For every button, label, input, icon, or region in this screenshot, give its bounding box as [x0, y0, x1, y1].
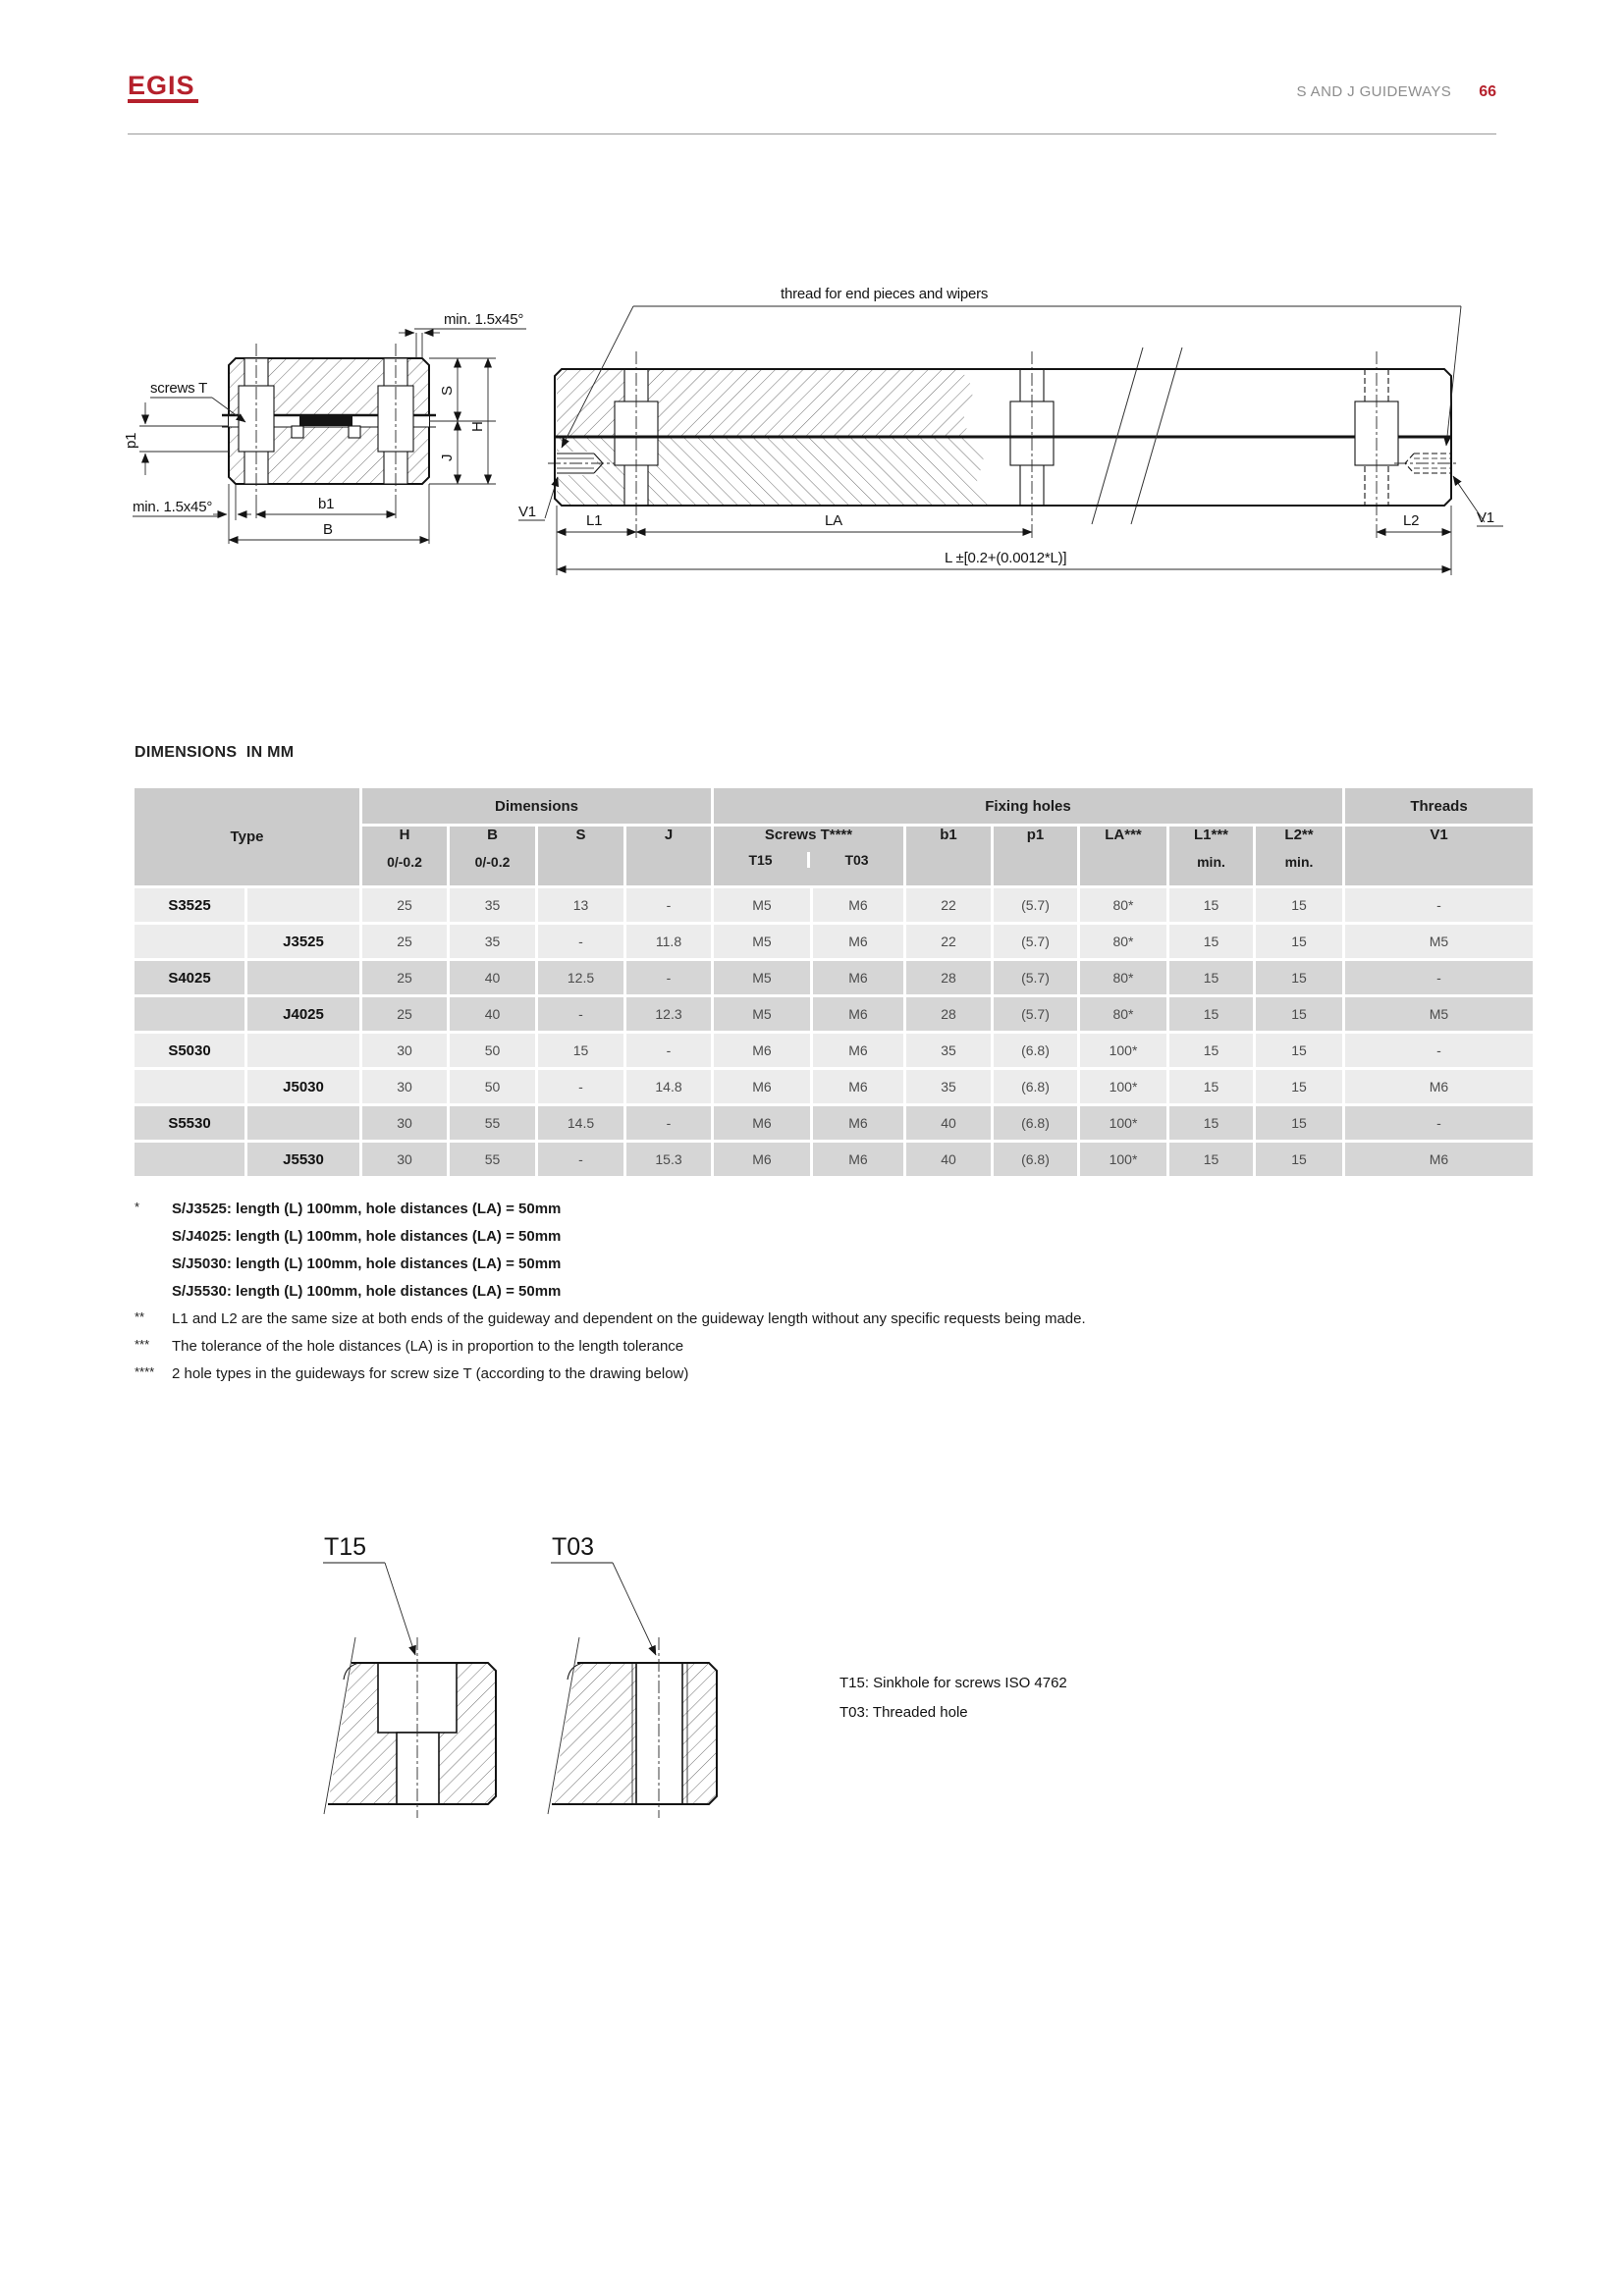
- cell: M5: [1345, 997, 1533, 1031]
- cell: 40: [450, 961, 535, 994]
- cell: 15: [1169, 1106, 1253, 1140]
- cell: 25: [362, 925, 447, 958]
- cell: 25: [362, 997, 447, 1031]
- cross-section-view: [123, 311, 526, 544]
- table-row: [135, 1106, 1533, 1140]
- cell: 22: [906, 888, 991, 922]
- page-title: S AND J GUIDEWAYS: [1296, 83, 1452, 100]
- cell-type-s: S4025: [135, 961, 244, 994]
- cell: 15: [1256, 925, 1342, 958]
- cell: 15: [1256, 1106, 1342, 1140]
- footnote-triple-star: [135, 1333, 1509, 1361]
- cell: 11.8: [626, 925, 711, 958]
- cell: 80*: [1080, 997, 1166, 1031]
- table-row: [135, 925, 1533, 958]
- footnote-marker: **: [135, 1309, 145, 1324]
- cell: 30: [362, 1034, 447, 1067]
- cell: 40: [906, 1143, 991, 1176]
- cell: 55: [450, 1143, 535, 1176]
- cell-type-j: [247, 1034, 359, 1067]
- cell: M6: [714, 1106, 810, 1140]
- cell: (5.7): [994, 888, 1077, 922]
- footnote-line: S/J5030: length (L) 100mm, hole distances (LA) = 50mm: [172, 1255, 562, 1272]
- header-divider: [128, 133, 1496, 134]
- cell: -: [1345, 888, 1533, 922]
- header-group-threads: Threads: [1345, 788, 1533, 824]
- t15-drawing: [323, 1533, 496, 1818]
- cell-type-s: [135, 925, 244, 958]
- footnote-line: S/J4025: length (L) 100mm, hole distances (LA) = 50mm: [172, 1228, 562, 1245]
- seal-clip-left: [292, 426, 303, 438]
- cell-type-j: J5030: [247, 1070, 359, 1103]
- cell: (5.7): [994, 961, 1077, 994]
- cell: M5: [714, 961, 810, 994]
- cell: M6: [813, 925, 903, 958]
- cell-type-s: [135, 997, 244, 1031]
- t15-caption: T15: Sinkhole for screws ISO 4762: [839, 1675, 1067, 1691]
- cell: 15: [1256, 997, 1342, 1031]
- cell: 15: [1169, 961, 1253, 994]
- side-view: [518, 286, 1503, 575]
- cell: 15: [1256, 961, 1342, 994]
- cell: M5: [714, 888, 810, 922]
- footnote-line: 2 hole types in the guideways for screw size T (according to the drawing below): [172, 1365, 689, 1382]
- cell: 80*: [1080, 961, 1166, 994]
- table-row: [135, 1034, 1533, 1067]
- LA-dim-label: LA: [825, 512, 842, 529]
- v1-left-label: V1: [518, 504, 536, 520]
- cell-type-s: S3525: [135, 888, 244, 922]
- footnote-marker: *: [135, 1200, 140, 1214]
- header-group-dimensions: Dimensions: [362, 788, 711, 824]
- cell: 100*: [1080, 1106, 1166, 1140]
- cell: 15.3: [626, 1143, 711, 1176]
- cell: M6: [714, 1034, 810, 1067]
- cell: 100*: [1080, 1143, 1166, 1176]
- cell: M6: [813, 1143, 903, 1176]
- J-dim-label: J: [439, 454, 456, 461]
- cell-type-s: S5530: [135, 1106, 244, 1140]
- cell: 55: [450, 1106, 535, 1140]
- footnote-line: The tolerance of the hole distances (LA) is in proportion to the length tolerance: [172, 1338, 684, 1355]
- table-title: DIMENSIONS IN MM: [135, 744, 295, 761]
- p1-label: p1: [123, 432, 139, 449]
- footnotes: [135, 1196, 1509, 1388]
- table-row: [135, 1143, 1533, 1176]
- cell: 35: [906, 1070, 991, 1103]
- cell: M6: [813, 1034, 903, 1067]
- cell: -: [626, 1034, 711, 1067]
- header-col-b: B 0/-0.2: [450, 827, 535, 885]
- cell: M5: [714, 997, 810, 1031]
- footnote-line: S/J3525: length (L) 100mm, hole distances (LA) = 50mm: [172, 1201, 562, 1217]
- cell: 15: [1256, 1143, 1342, 1176]
- cell: 35: [450, 888, 535, 922]
- cell: M6: [1345, 1070, 1533, 1103]
- cell: (6.8): [994, 1034, 1077, 1067]
- header-type: Type: [135, 788, 359, 885]
- page-header: [1297, 83, 1496, 101]
- header-col-s: S: [538, 827, 623, 885]
- S-dim-label: S: [439, 386, 456, 396]
- cell: 12.3: [626, 997, 711, 1031]
- thread-note-label: thread for end pieces and wipers: [781, 286, 989, 302]
- table-row: [135, 1070, 1533, 1103]
- cell: M6: [813, 961, 903, 994]
- footnote-star: [135, 1196, 1509, 1306]
- cell-type-j: [247, 961, 359, 994]
- cell: 15: [1169, 1070, 1253, 1103]
- cell: (5.7): [994, 925, 1077, 958]
- cell: M6: [813, 997, 903, 1031]
- cell: -: [538, 1070, 623, 1103]
- cell-type-j: [247, 1106, 359, 1140]
- cell: 25: [362, 961, 447, 994]
- cell: 30: [362, 1143, 447, 1176]
- H-dim-label: H: [469, 421, 486, 432]
- egis-logo: EGIS: [128, 73, 198, 103]
- cell: -: [538, 1143, 623, 1176]
- guideway-technical-drawing: [98, 283, 1512, 582]
- cell: 30: [362, 1070, 447, 1103]
- cell-type-j: J5530: [247, 1143, 359, 1176]
- screws-label: screws T: [150, 380, 208, 397]
- cell: 15: [1169, 997, 1253, 1031]
- cell: -: [1345, 961, 1533, 994]
- cell: (6.8): [994, 1143, 1077, 1176]
- header-col-h: H 0/-0.2: [362, 827, 447, 885]
- page-number: 66: [1479, 83, 1496, 100]
- cell: M6: [813, 888, 903, 922]
- b1-dim-label: b1: [318, 496, 335, 512]
- footnote-line: L1 and L2 are the same size at both ends of the guideway and dependent on the guideway length without any specific requests being made.: [172, 1310, 1086, 1327]
- cell: 15: [1256, 1034, 1342, 1067]
- table-row: [135, 888, 1533, 922]
- header-col-l2: L2** min.: [1256, 827, 1342, 885]
- cell: -: [626, 961, 711, 994]
- cell: 40: [906, 1106, 991, 1140]
- cell: 40: [450, 997, 535, 1031]
- t03-caption: T03: Threaded hole: [839, 1704, 968, 1721]
- cell: 28: [906, 961, 991, 994]
- cell: M6: [714, 1143, 810, 1176]
- header-group-fixing-holes: Fixing holes: [714, 788, 1342, 824]
- t03-label: T03: [552, 1533, 595, 1561]
- cell: 50: [450, 1034, 535, 1067]
- cell: 30: [362, 1106, 447, 1140]
- header-col-v1: V1: [1345, 827, 1533, 885]
- cell: 15: [1256, 888, 1342, 922]
- cell: 25: [362, 888, 447, 922]
- v1-right-label: V1: [1477, 509, 1494, 526]
- header-col-t15: T15: [748, 852, 773, 868]
- footnote-double-star: [135, 1306, 1509, 1333]
- dimensions-table: [132, 785, 1536, 1179]
- cell: -: [538, 925, 623, 958]
- cell: -: [626, 1106, 711, 1140]
- cell: -: [1345, 1106, 1533, 1140]
- header-col-la: LA***: [1080, 827, 1166, 885]
- cell: 80*: [1080, 925, 1166, 958]
- cell: 100*: [1080, 1034, 1166, 1067]
- cell: 80*: [1080, 888, 1166, 922]
- cell: 14.8: [626, 1070, 711, 1103]
- hole-types-drawing: [295, 1522, 756, 1821]
- cell: 15: [1256, 1070, 1342, 1103]
- cell-type-j: [247, 888, 359, 922]
- hole-type-captions: [839, 1669, 1067, 1728]
- cell: 35: [906, 1034, 991, 1067]
- cell: 15: [1169, 925, 1253, 958]
- cell: 15: [1169, 1143, 1253, 1176]
- t03-drawing: [548, 1533, 717, 1818]
- header-col-l1: L1*** min.: [1169, 827, 1253, 885]
- footnote-line: S/J5530: length (L) 100mm, hole distances (LA) = 50mm: [172, 1283, 562, 1300]
- cell-type-j: J3525: [247, 925, 359, 958]
- cell: (5.7): [994, 997, 1077, 1031]
- cell: (6.8): [994, 1070, 1077, 1103]
- table-row: [135, 997, 1533, 1031]
- footnote-quad-star: [135, 1361, 1509, 1388]
- t15-label: T15: [324, 1533, 367, 1561]
- cell-type-j: J4025: [247, 997, 359, 1031]
- seal-clip-right: [349, 426, 360, 438]
- cell: (6.8): [994, 1106, 1077, 1140]
- cell: M6: [1345, 1143, 1533, 1176]
- cell-type-s: S5030: [135, 1034, 244, 1067]
- B-dim-label: B: [323, 521, 333, 538]
- footnote-marker: ****: [135, 1364, 155, 1379]
- cell: 50: [450, 1070, 535, 1103]
- cell: 28: [906, 997, 991, 1031]
- cell: M6: [714, 1070, 810, 1103]
- cell: 100*: [1080, 1070, 1166, 1103]
- cell: 22: [906, 925, 991, 958]
- header-col-b1: b1: [906, 827, 991, 885]
- cell: -: [1345, 1034, 1533, 1067]
- cell: -: [538, 997, 623, 1031]
- L1-dim-label: L1: [586, 512, 603, 529]
- cell: 13: [538, 888, 623, 922]
- L2-dim-label: L2: [1403, 512, 1420, 529]
- cell: 14.5: [538, 1106, 623, 1140]
- cell: 15: [538, 1034, 623, 1067]
- footnote-marker: ***: [135, 1337, 150, 1352]
- cell: -: [626, 888, 711, 922]
- cell: 35: [450, 925, 535, 958]
- cell: 12.5: [538, 961, 623, 994]
- cell: 15: [1169, 888, 1253, 922]
- header-col-p1: p1: [994, 827, 1077, 885]
- cell-type-s: [135, 1070, 244, 1103]
- cell: M6: [813, 1070, 903, 1103]
- cell: M6: [813, 1106, 903, 1140]
- cell: M5: [1345, 925, 1533, 958]
- cell: M5: [714, 925, 810, 958]
- header-col-t03: T03: [807, 852, 903, 868]
- chamfer-bottom-label: min. 1.5x45°: [133, 499, 213, 515]
- L-total-dim-label: L ±[0.2+(0.0012*L)]: [945, 550, 1067, 566]
- header-col-j: J: [626, 827, 711, 885]
- header-col-screws: Screws T**** T15 T03: [714, 827, 903, 885]
- table-row: [135, 961, 1533, 994]
- chamfer-top-label: min. 1.5x45°: [444, 311, 524, 328]
- cell-type-s: [135, 1143, 244, 1176]
- cell: 15: [1169, 1034, 1253, 1067]
